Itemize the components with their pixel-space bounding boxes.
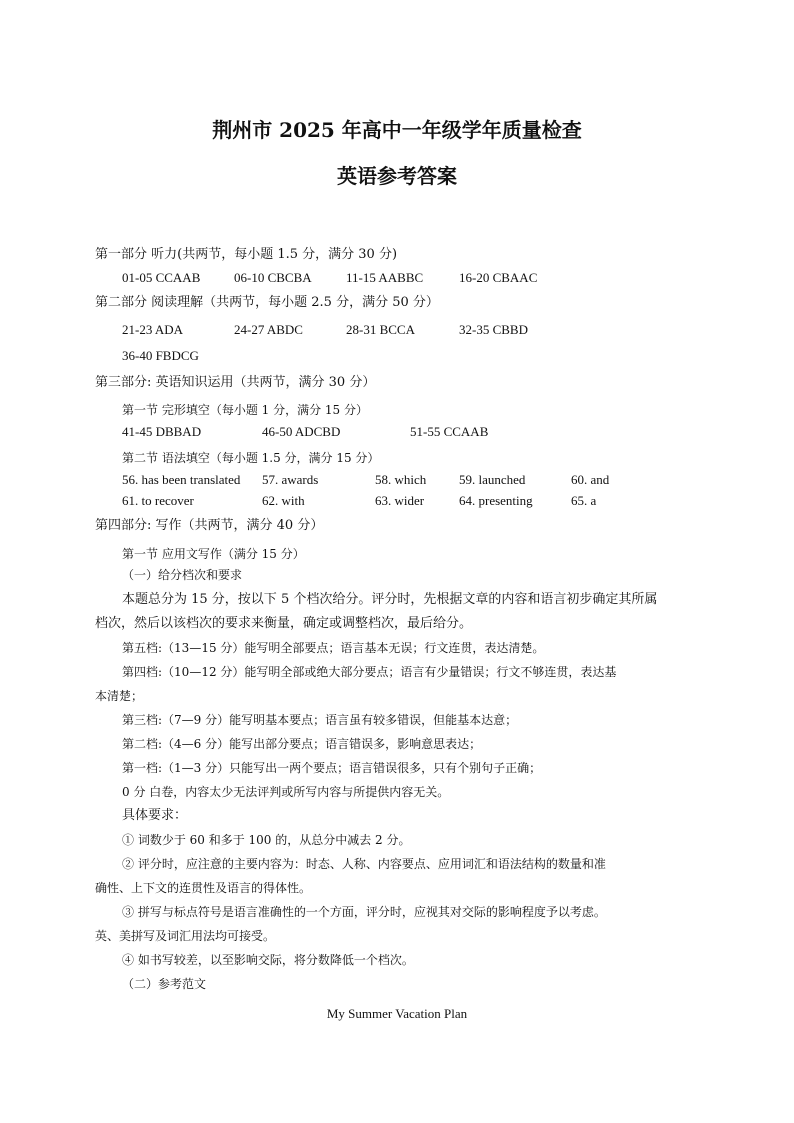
answer-group: 01-05 CCAAB xyxy=(122,270,201,285)
answer-group: 51-55 CCAAB xyxy=(410,424,489,439)
answer-item: 56. has been translated xyxy=(122,472,241,487)
part4-heading: 第四部分: 写作（共两节，满分 40 分） xyxy=(95,518,324,533)
grade-0: 0 分 白卷，内容太少无法评判或所写内容与所提供内容无关。 xyxy=(122,785,450,799)
part4-sub1: （一）给分档次和要求 xyxy=(122,568,243,582)
part4-section1-heading: 第一节 应用文写作（满分 15 分） xyxy=(122,547,305,561)
answer-item: 60. and xyxy=(571,472,610,487)
grade-2: 第二档:（4—6 分）能写出部分要点；语言错误多，影响意思表达； xyxy=(122,737,482,751)
answer-item: 57. awards xyxy=(262,472,319,487)
page-subtitle: 英语参考答案 xyxy=(337,164,457,188)
part3-section2-heading: 第二节 语法填空（每小题 1.5 分，满分 15 分） xyxy=(122,451,380,465)
part4-sub2: （二）参考范文 xyxy=(122,977,207,991)
grade-4-line-1: 第四档:（10—12 分）能写明全部或绝大部分要点；语言有少量错误；行文不够连贯，表达基 xyxy=(122,665,617,679)
part3-section1-heading: 第一节 完形填空（每小题 1 分，满分 15 分） xyxy=(122,403,368,417)
grade-4-line-2: 本清楚； xyxy=(95,689,144,703)
requirement-1: ① 词数少于 60 和多于 100 的，从总分中减去 2 分。 xyxy=(122,833,411,847)
intro-line-1: 本题总分为 15 分，按以下 5 个档次给分。评分时，先根据文章的内容和语言初步确定其所属 xyxy=(122,592,658,607)
part1-heading: 第一部分 听力(共两节，每小题 1.5 分，满分 30 分) xyxy=(95,247,398,262)
requirement-3-line-1: ③ 拼写与标点符号是语言准确性的一个方面，评分时，应视其对交际的影响程度予以考虑。 xyxy=(122,905,606,919)
answer-group: 06-10 CBCBA xyxy=(234,270,312,285)
answer-group: 24-27 ABDC xyxy=(234,322,303,337)
part3-heading: 第三部分: 英语知识运用（共两节，满分 30 分） xyxy=(95,375,376,390)
grade-5: 第五档:（13—15 分）能写明全部要点；语言基本无误；行文连贯，表达清楚。 xyxy=(122,641,545,655)
answer-item: 61. to recover xyxy=(122,493,194,508)
grade-3: 第三档:（7—9 分）能写明基本要点；语言虽有较多错误，但能基本达意； xyxy=(122,713,518,727)
requirement-3-line-2: 英、美拼写及词汇用法均可接受。 xyxy=(95,929,276,943)
answer-group: 32-35 CBBD xyxy=(459,322,528,337)
answer-item: 64. presenting xyxy=(459,493,533,508)
answer-group: 11-15 AABBC xyxy=(346,270,424,285)
answer-group: 46-50 ADCBD xyxy=(262,424,341,439)
answer-group: 16-20 CBAAC xyxy=(459,270,538,285)
answer-item: 59. launched xyxy=(459,472,526,487)
part2-heading: 第二部分 阅读理解（共两节，每小题 2.5 分，满分 50 分） xyxy=(95,295,439,310)
answer-item: 65. a xyxy=(571,493,597,508)
answer-group: 36-40 FBDCG xyxy=(122,348,199,363)
answer-item: 63. wider xyxy=(375,493,425,508)
intro-line-2: 档次，然后以该档次的要求来衡量，确定或调整档次，最后给分。 xyxy=(95,616,473,631)
answer-group: 41-45 DBBAD xyxy=(122,424,202,439)
page-title: 荆州市 2025 年高中一年级学年质量检查 xyxy=(212,118,582,142)
requirement-2-line-2: 确性、上下文的连贯性及语言的得体性。 xyxy=(95,881,312,895)
answer-item: 58. which xyxy=(375,472,427,487)
answer-group: 21-23 ADA xyxy=(122,322,184,337)
essay-title: My Summer Vacation Plan xyxy=(326,1006,468,1021)
answer-group: 28-31 BCCA xyxy=(346,322,415,337)
requirements-heading: 具体要求： xyxy=(122,808,188,823)
requirement-4: ④ 如书写较差，以至影响交际，将分数降低一个档次。 xyxy=(122,953,414,967)
requirement-2-line-1: ② 评分时，应注意的主要内容为：时态、人称、内容要点、应用词汇和语法结构的数量和准 xyxy=(122,857,606,871)
answer-item: 62. with xyxy=(262,493,305,508)
grade-1: 第一档:（1—3 分）只能写出一两个要点；语言错误很多，只有个别句子正确； xyxy=(122,761,542,775)
